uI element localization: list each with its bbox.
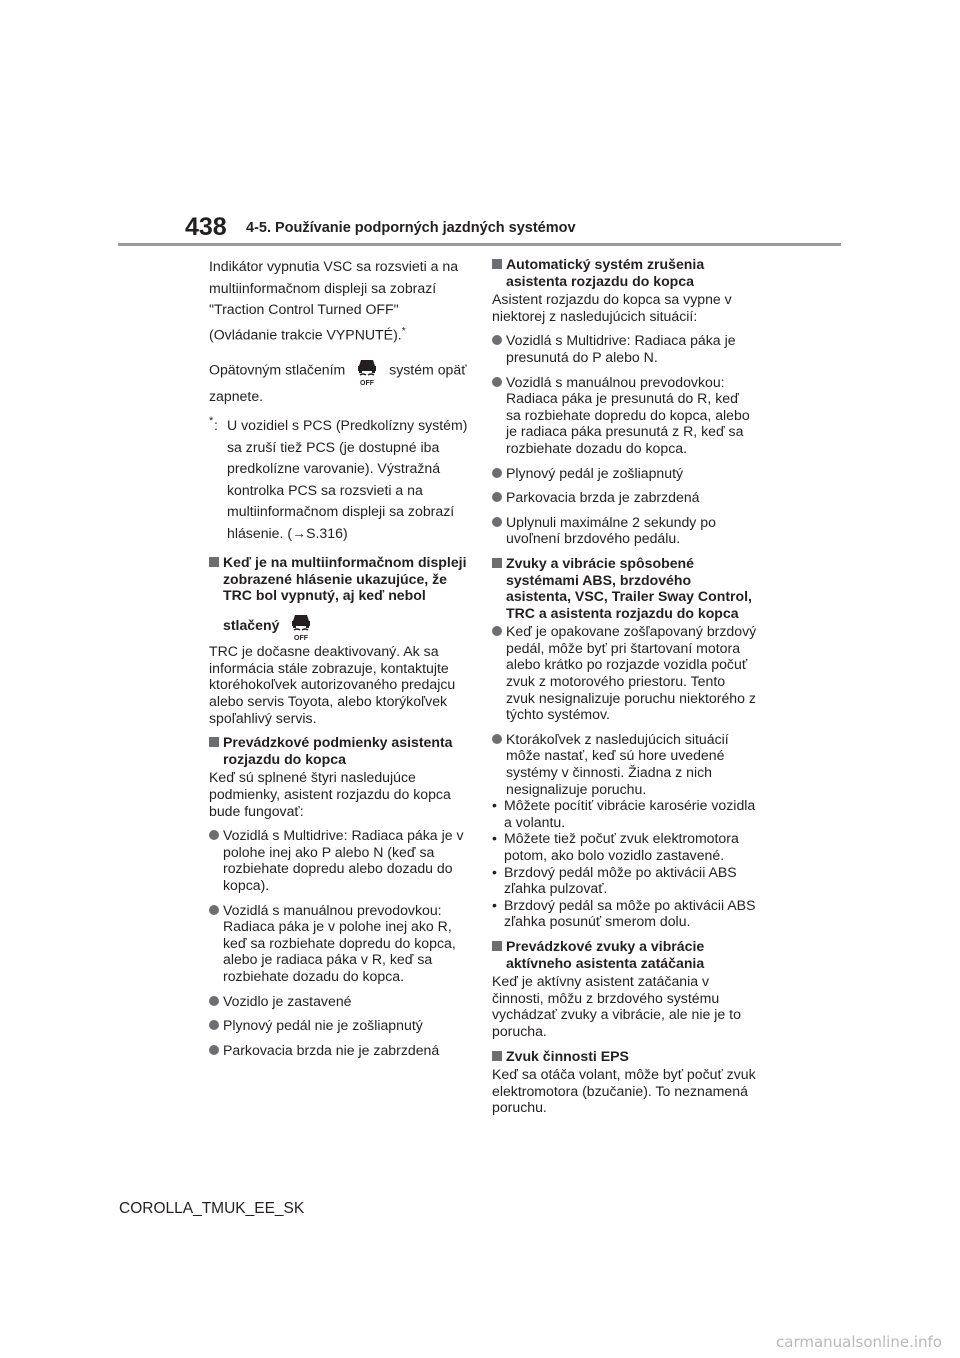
circle-bullet [492, 734, 502, 744]
square-bullet [492, 941, 502, 951]
icon-off-label: OFF [294, 635, 309, 642]
list-item: Parkovacia brzda je zabrzdená [492, 489, 757, 506]
hill-start-cancel-intro: Asistent rozjazdu do kopca sa vypne v niektorej z nasledujúcich situácií: [492, 291, 732, 324]
heading-sounds-vibrations: Zvuky a vibrácie spôsobené systémami ABS, brzdového asistenta, VSC, Trailer Sway Control, TRC a asistenta rozjazdu do kopca [492, 555, 757, 621]
heading-trc-off-message: Keď je na multiinformačnom displeji zobrazené hlásenie ukazujúce, že TRC bol vypnutý, aj keď nebol stlačený OFF [209, 554, 469, 641]
list-item: Vozidlá s Multidrive: Radiaca páka je v polohe inej ako P alebo N (keď sa rozbiehate dopredu alebo dozadu do kopca). [209, 827, 469, 893]
list-item: Ktorákoľvek z nasledujúcich situácií môže nastať, keď sú hore uvedené systémy v činnosti. Žiadna z nich nesignalizuje poruchu. [492, 731, 757, 797]
circle-bullet [492, 335, 502, 345]
footnote-star: * [401, 325, 406, 337]
circle-bullet [209, 1045, 219, 1055]
list-item: Vozidlá s manuálnou prevodovkou: Radiaca páka je v polohe inej ako R, keď sa rozbiehate dopredu do kopca, alebo je radiaca páka v R, keď sa rozbiehate dozadu do kopca. [209, 902, 469, 985]
square-bullet [492, 259, 502, 269]
icon-off-label: OFF [360, 379, 375, 386]
sub-list-item: • Brzdový pedál sa môže po aktivácii ABS zľahka posunúť smerom dolu. [492, 896, 756, 930]
list-item: Uplynuli maximálne 2 sekundy po uvoľnení brzdového pedálu. [492, 514, 757, 547]
section-title: 4-5. Používanie podporných jazdných systémov [246, 220, 576, 236]
list-item: Plynový pedál je zošliapnutý [492, 465, 757, 482]
circle-bullet [492, 377, 502, 387]
footnote-star: * [209, 415, 214, 428]
vehicle-skid-off-icon [355, 356, 379, 386]
square-bullet [492, 558, 502, 568]
steering-assist-paragraph: Keď je aktívny asistent zatáčania v činnosti, môžu z brzdového systému vychádzať zvuky a vibrácie, ale nie je to porucha. [492, 973, 741, 1039]
header-rule [118, 243, 841, 246]
watermark: carmanualsonline.info [776, 1333, 942, 1351]
heading-hill-start-conditions: Prevádzkové podmienky asistenta rozjazdu do kopca [209, 734, 469, 767]
vehicle-skid-off-icon [289, 611, 313, 641]
vsc-indicator-paragraph: Indikátor vypnutia VSC sa rozsvieti a na multiinformačnom displeji sa zobrazí "Traction Control Turned OFF" (Ovládanie trakcie VYPNUTÉ).* [209, 258, 459, 343]
sub-list-item: • Môžete tiež počuť zvuk elektromotora potom, ako bolo vozidlo zastavené. [492, 830, 739, 863]
circle-bullet [492, 468, 502, 478]
circle-bullet [209, 996, 219, 1006]
page-number: 438 [185, 213, 227, 241]
pcs-footnote: * : U vozidiel s PCS (Predkolízny systém) sa zruší tiež PCS (je dostupné iba predkolízne varovanie). Výstražná kontrolka PCS sa rozsvieti a na multiinformačnom displeji sa zobrazí hlásenie. (→S.316) [209, 415, 469, 544]
right-column [492, 256, 757, 1124]
square-bullet [209, 737, 219, 747]
heading-steering-assist-sounds: Prevádzkové zvuky a vibrácie aktívneho asistenta zatáčania [492, 938, 757, 971]
square-bullet [209, 557, 219, 567]
heading-hill-start-cancel: Automatický systém zrušenia asistenta rozjazdu do kopca [492, 256, 757, 289]
left-column [209, 256, 469, 1066]
circle-bullet [492, 626, 502, 636]
document-code: COROLLA_TMUK_EE_SK [119, 1200, 305, 1217]
eps-sound-paragraph: Keď sa otáča volant, môže byť počuť zvuk elektromotora (bzučanie). To neznamená poruchu. [492, 1066, 756, 1116]
reactivate-paragraph: Opätovným stlačením OFF systém opäť zapnete. [209, 356, 469, 408]
circle-bullet [209, 905, 219, 915]
sub-list-item: • Brzdový pedál môže po aktivácii ABS zľahka pulzovať. [492, 863, 737, 897]
trc-deactivated-paragraph: TRC je dočasne deaktivovaný. Ak sa informácia stále zobrazuje, kontaktujte ktoréhokoľvek autorizovaného predajcu alebo servis Toyota, alebo ktorýkoľvek spoľahlivý servis. [209, 643, 456, 726]
list-item: Vozidlo je zastavené [209, 993, 469, 1010]
list-item: Vozidlá s manuálnou prevodovkou: Radiaca páka je presunutá do R, keď sa rozbiehate dopredu do kopca, alebo je radiaca páka presunutá z R, keď sa rozbiehate dozadu do kopca. [492, 374, 757, 457]
list-item: Keď je opakovane zošľapovaný brzdový pedál, môže byť pri štartovaní motora alebo krátko po rozjazde vozidla počuť zvuk z motorového priestoru. Tento zvuk nesignalizuje poruchu niektorého z týchto systémov. [492, 623, 757, 723]
list-item: Parkovacia brzda nie je zabrzdená [209, 1042, 469, 1059]
list-item: Plynový pedál nie je zošliapnutý [209, 1017, 469, 1034]
square-bullet [492, 1051, 502, 1061]
list-item: Vozidlá s Multidrive: Radiaca páka je presunutá do P alebo N. [492, 332, 757, 365]
circle-bullet [209, 1020, 219, 1030]
sub-list-item: • Môžete pocítiť vibrácie karosérie vozidla a volantu. [492, 797, 756, 830]
circle-bullet [492, 492, 502, 502]
circle-bullet [209, 830, 219, 840]
circle-bullet [492, 517, 502, 527]
hill-start-conditions-intro: Keď sú splnené štyri nasledujúce podmienky, asistent rozjazdu do kopca bude fungovať: [209, 769, 451, 819]
heading-eps-sound: Zvuk činnosti EPS [492, 1048, 757, 1065]
